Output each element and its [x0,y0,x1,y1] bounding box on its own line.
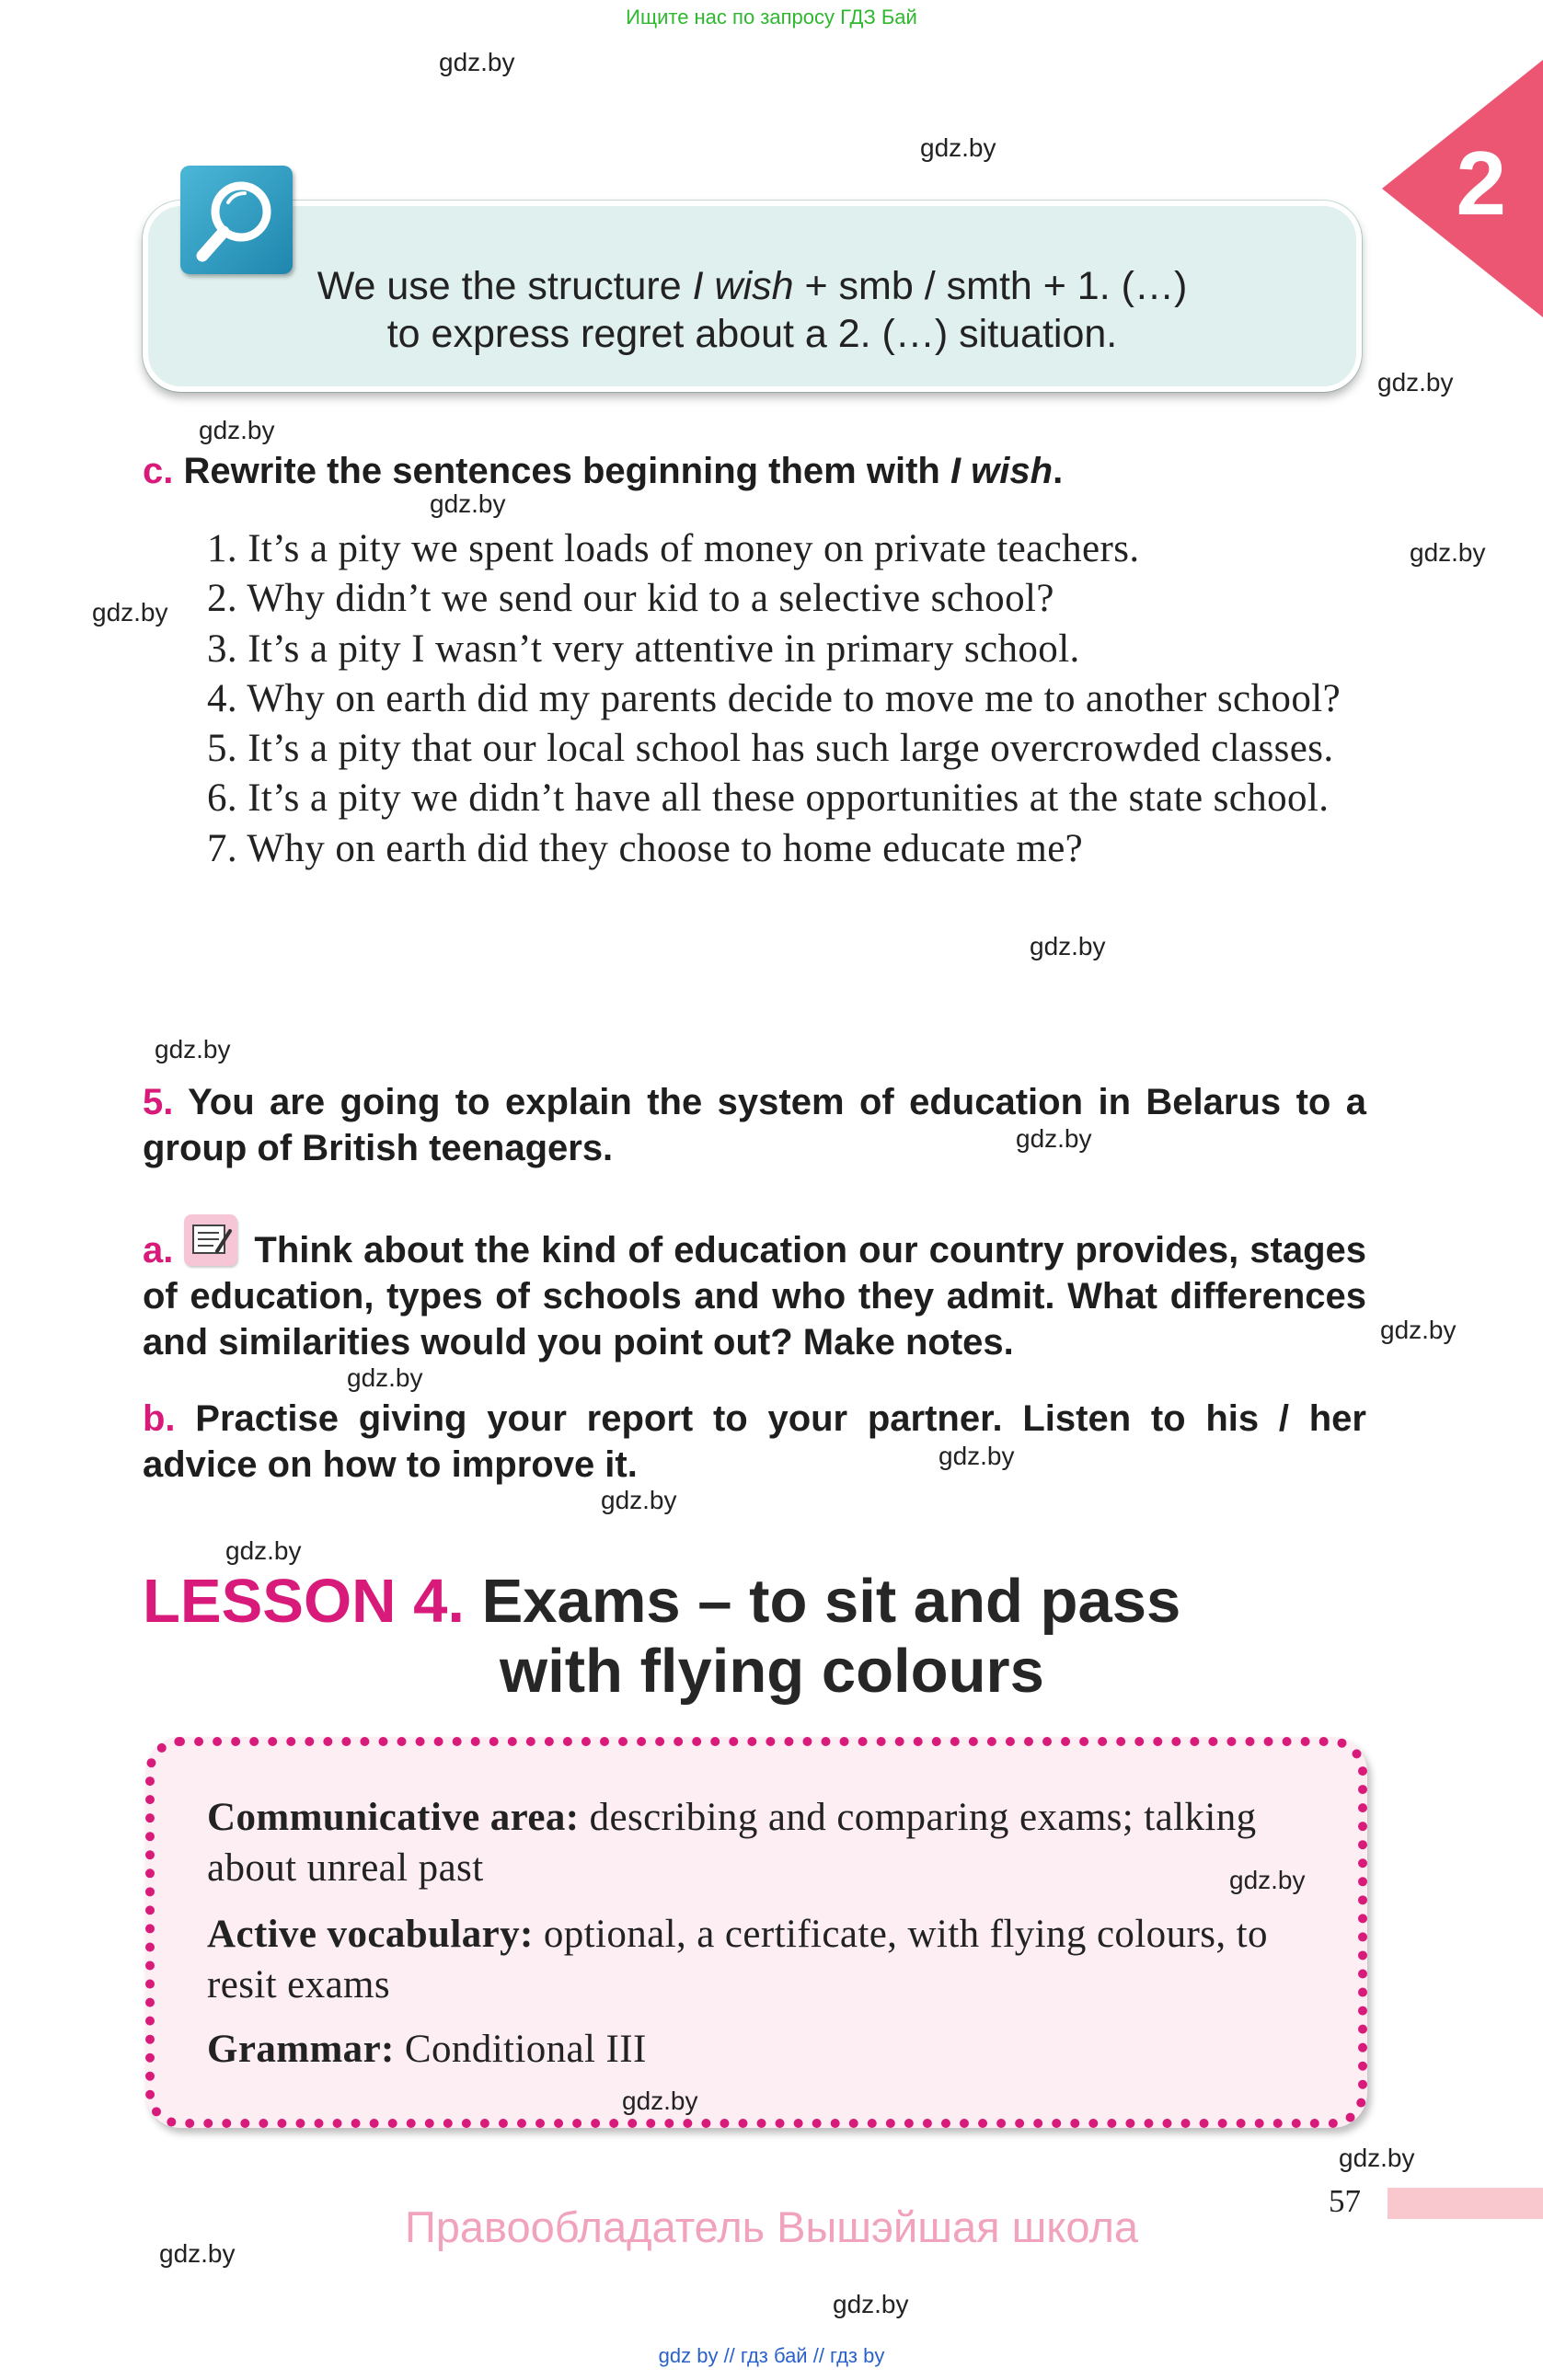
notes-icon [184,1214,237,1266]
watermark: gdz.by [938,1442,1015,1470]
task-letter: b. [143,1398,176,1439]
list-item: 7. Why on earth did they choose to home educate me? [207,826,1084,870]
rule-line-1: We use the structure I wish + smb / smth + 1. (…) [317,264,1188,308]
watermark: gdz.by [1030,932,1106,960]
watermark: gdz.by [1377,368,1454,397]
footer-links: gdz by // гдз бай // гдз by [658,2344,885,2367]
page-number: 57 [1329,2183,1361,2219]
task-letter: c. [143,451,174,491]
list-item: 5. It’s a pity that our local school has such large overcrowded classes. [207,727,1334,771]
watermark: gdz.by [347,1363,423,1392]
list-item: 1. It’s a pity we spent loads of money on private teachers. [207,527,1140,570]
grammar-focus: Grammar: Conditional III [207,2028,647,2071]
task-5a-instruction: a. Think about the kind of education our country provides, stages of education, types of schools and who they admit. What differences and similarities would you point out? Make notes. [143,1214,1366,1365]
watermark: gdz.by [439,48,515,76]
lesson-title: LESSON 4. Exams – to sit and pass [143,1567,1181,1636]
list-item: 4. Why on earth did my parents decide to move me to another school? [207,676,1341,720]
rule-text [143,262,1362,358]
active-vocabulary: Active vocabulary: optional, a certificate, with flying colours, to resit exams [207,1913,1268,2006]
copyright-notice: Правообладатель Вышэйшая школа [404,2202,1139,2251]
list-item: 2. Why didn’t we send our kid to a selective school? [207,577,1054,621]
communicative-area: Communicative area: describing and comparing exams; talking about unreal past [207,1796,1257,1890]
watermark: gdz.by [833,2290,909,2318]
watermark: gdz.by [1016,1124,1092,1153]
magnifier-icon [180,166,293,274]
rule-line-2: to express regret about a 2. (…) situation. [386,312,1118,356]
task-5b-instruction: b. Practise giving your report to your partner. Listen to his / her advice on how to improve it. [143,1398,1366,1485]
watermark: gdz.by [159,2239,236,2268]
sentence-list [140,524,1368,874]
task-c-instruction: c. Rewrite the sentences beginning them with I wish. [143,451,1064,491]
watermark: gdz.by [92,598,168,627]
watermark: gdz.by [1339,2144,1415,2172]
watermark: gdz.by [430,489,506,518]
list-item: 3. It’s a pity I wasn’t very attentive in primary school. [207,627,1080,671]
watermark: gdz.by [199,416,275,444]
list-item: 6. It’s a pity we didn’t have all these opportunities at the state school. [207,776,1330,821]
watermark: gdz.by [920,133,996,162]
watermark: gdz.by [1229,1866,1306,1894]
top-banner: Ищите нас по запросу ГДЗ Бай [626,6,917,29]
task-number: 5. [143,1082,174,1122]
lesson-title-line-2: with flying colours [500,1637,1044,1706]
watermark: gdz.by [1410,538,1486,567]
task-letter: a. [143,1230,174,1270]
watermark: gdz.by [225,1536,302,1565]
watermark: gdz.by [1380,1316,1457,1344]
watermark: gdz.by [155,1035,231,1064]
lesson-label: LESSON 4. [143,1567,465,1636]
unit-number: 2 [1456,132,1506,234]
task-5-instruction: 5. You are going to explain the system of education in Belarus to a group of British teenagers. [143,1082,1367,1168]
watermark: gdz.by [601,1486,677,1514]
watermark: gdz.by [622,2087,698,2115]
